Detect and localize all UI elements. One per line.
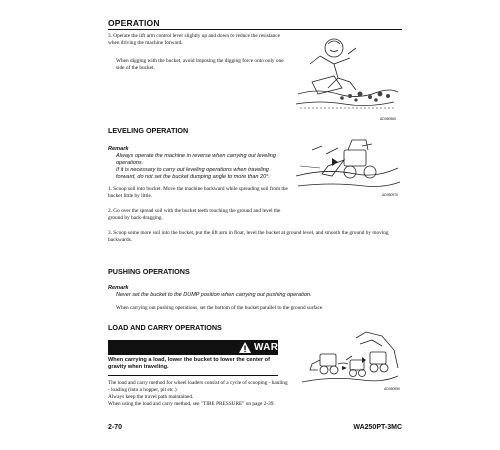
leveling-remark-2: If it is necessary to carry out leveling operations when traveling forward, do not set the bucket dumping angle to more than 20°.: [116, 167, 270, 180]
figure-code-2: AD050970: [382, 193, 399, 197]
load-carry-para-1: The load and carry method for wheel loaders consist of a cycle of scooping - hauling - loading (into a hopper, pit etc.): [108, 380, 288, 393]
leveling-section-title: LEVELING OPERATION: [108, 126, 189, 135]
load-carry-para-2: Always keep the travel path maintained.: [108, 394, 194, 400]
digging-figure: [290, 34, 402, 118]
pushing-text: When carrying out pushing operations, set the bottom of the bucket parallel to the ground surface.: [116, 305, 324, 311]
warning-label: WARNING: [254, 342, 305, 353]
figure-code-3: AD050990: [384, 387, 401, 391]
page-header-title: OPERATION: [108, 18, 160, 28]
warning-text: When carrying a load, lower the bucket to lower the center of gravity when traveling.: [108, 357, 270, 370]
warning-banner: [108, 340, 305, 355]
step3-top-text: 3. Operate the lift arm control lever slightly up and down to reduce the resistance when driving the machine forward.: [108, 33, 280, 46]
figure-code-1: AD050960: [380, 117, 397, 121]
leveling-step-2: 2. Go over the spread soil with the bucket teeth touching the ground and level the ground by back-dragging.: [108, 208, 281, 221]
header-rule: [108, 29, 402, 30]
leveling-remark-1: Always operate the machine in reverse when carrying out leveling operations.: [116, 153, 276, 166]
load-carry-figure: [296, 330, 402, 392]
pushing-remark: Never set the bucket to the DUMP position when carrying out pushing operation.: [116, 292, 312, 298]
load-carry-para-3: When using the load and carry method, see "TIRE PRESSURE" on page 2-39.: [108, 401, 275, 407]
step3-top-text2: When digging with the bucket, avoid imposing the digging force onto only one side of the bucket.: [116, 58, 284, 71]
leveling-remark-label: Remark: [108, 146, 129, 152]
pushing-section-title: PUSHING OPERATIONS: [108, 267, 190, 276]
footer-page-number: 2-70: [108, 424, 123, 431]
pushing-remark-label: Remark: [108, 285, 129, 291]
warning-triangle-icon: [238, 341, 252, 354]
leveling-step-3: 3. Scoop some more soil into the bucket, put the lift arm in float, level the bucket at ground level, and smooth the ground by moving backwards.: [108, 230, 389, 243]
load-carry-section-title: LOAD AND CARRY OPERATIONS: [108, 323, 222, 332]
warning-rule: [108, 375, 278, 376]
leveling-step-1: 1. Scoop soil into bucket. Move the machine backward while spreading soil from the bucket little by little.: [108, 186, 288, 199]
footer-model: WA250PT-3MC: [353, 424, 402, 431]
leveling-figure: [292, 136, 402, 196]
